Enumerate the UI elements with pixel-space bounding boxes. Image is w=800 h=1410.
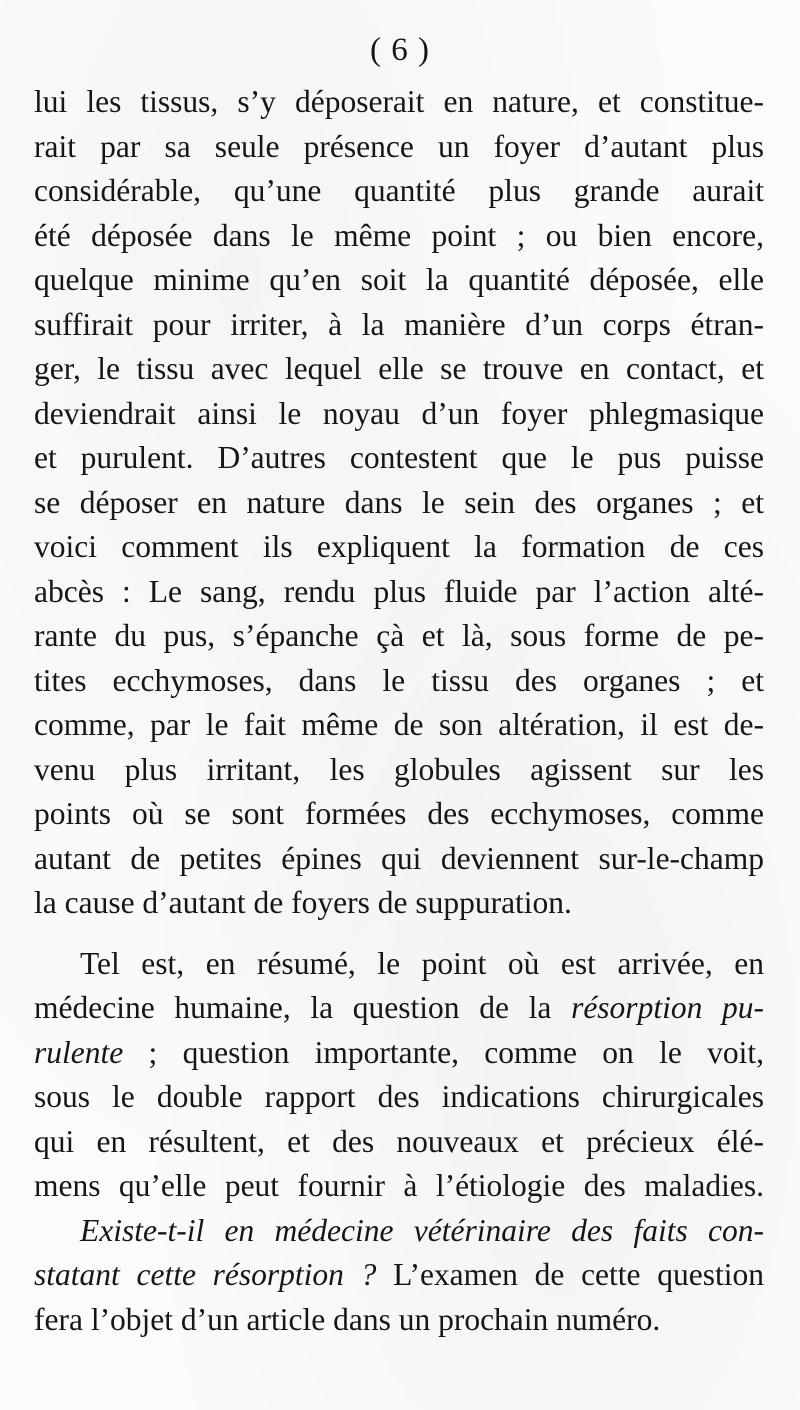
text-line: se déposer en nature dans le sein des organes ; et xyxy=(34,484,764,520)
text-line: rante du pus, s’épanche çà et là, sous forme de pe- xyxy=(34,618,764,653)
text-italic: rulente xyxy=(34,1034,124,1070)
text-line: considérable, qu’une quantité plus grande aurait xyxy=(34,173,764,208)
text-line: abcès : Le sang, rendu plus fluide par l’action alté- xyxy=(34,573,764,609)
text-roman: ; question importante, comme on le voit, xyxy=(123,1034,764,1070)
text-roman: fera l’objet d’un article dans un prochain numéro. xyxy=(34,1301,661,1337)
text-line xyxy=(34,1164,764,1209)
text-roman: qui en résultent, et des nouveaux et précieux élé- xyxy=(34,1123,764,1159)
text-line: comme, par le fait même de son altération, il est de- xyxy=(34,707,764,742)
text-line: suffirait pour irriter, à la manière d’un corps étran- xyxy=(34,306,764,342)
text-line: ger, le tissu avec lequel elle se trouve en contact, et xyxy=(34,351,764,386)
text-roman: médecine humaine, la question de la xyxy=(34,990,572,1025)
text-line: été déposée dans le même point ; ou bien encore, xyxy=(34,217,764,253)
paragraph-3 xyxy=(34,1209,764,1343)
text-line: voici comment ils expliquent la formation de ces xyxy=(34,529,764,564)
text-line: deviendrait ainsi le noyau d’un foyer phlegmasique xyxy=(34,395,764,431)
text-line: autant de petites épines qui deviennent sur-le-champ xyxy=(34,840,764,876)
text-line xyxy=(34,1209,764,1254)
text-italic: Existe-t-il en médecine vétérinaire des faits con- xyxy=(80,1212,764,1248)
text-line xyxy=(34,942,764,987)
paragraph-1 xyxy=(34,80,764,926)
text-roman: sous le double rapport des indications chirurgicales xyxy=(34,1079,764,1114)
text-line: tites ecchymoses, dans le tissu des organes ; et xyxy=(34,662,764,698)
text-line xyxy=(34,986,764,1031)
page-number: ( 6 ) xyxy=(370,32,430,68)
text-roman: L’examen de cette question xyxy=(376,1257,764,1292)
text-line xyxy=(34,1298,764,1343)
text-line xyxy=(34,1031,764,1076)
page-body-text xyxy=(34,80,764,1342)
text-line: rait par sa seule présence un foyer d’autant plus xyxy=(34,128,764,164)
text-line xyxy=(34,1253,764,1298)
paragraph-gap xyxy=(34,926,764,942)
text-line: et purulent. D’autres contestent que le pus puisse xyxy=(34,440,764,475)
text-line xyxy=(34,1120,764,1165)
text-line: lui les tissus, s’y déposerait en nature, et constitue- xyxy=(34,84,764,119)
text-italic: statant cette résorption ? xyxy=(34,1257,377,1292)
text-roman: mens qu’elle peut fournir à l’étiologie des maladies. xyxy=(34,1168,764,1203)
text-line: venu plus irritant, les globules agissent sur les xyxy=(34,751,764,787)
text-line: points où se sont formées des ecchymoses, comme xyxy=(34,796,764,831)
text-italic: résorption pu- xyxy=(571,990,764,1025)
text-line: quelque minime qu’en soit la quantité déposée, elle xyxy=(34,262,764,297)
paragraph-2 xyxy=(34,942,764,1209)
text-roman: Tel est, en résumé, le point où est arrivée, en xyxy=(80,945,764,981)
text-line xyxy=(34,1075,764,1120)
text-line: la cause d’autant de foyers de suppuration. xyxy=(34,885,572,920)
